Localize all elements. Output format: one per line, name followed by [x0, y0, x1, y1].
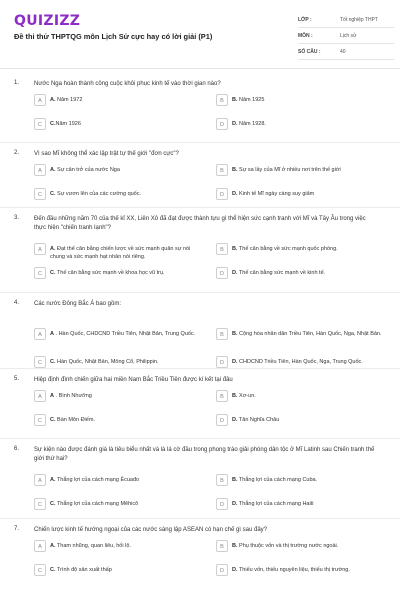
question-number: 2.: [14, 150, 20, 156]
option-content: Cộng hòa nhân dân Triều Tiên, Hàn Quốc, Nga, Nhật Bản.: [237, 331, 382, 337]
option-content: Thế cân bằng về sức mạnh quốc phòng.: [237, 246, 338, 252]
question-number: 3.: [14, 215, 20, 221]
meta-row-class: [298, 12, 394, 28]
option-label: C.: [50, 501, 56, 507]
option-letter-box[interactable]: D: [216, 564, 228, 576]
option-label: A: [50, 331, 54, 337]
question-divider: [0, 368, 400, 369]
option-letter-box[interactable]: B: [216, 164, 228, 176]
option-text: [232, 416, 382, 424]
option-text: [232, 358, 382, 366]
option-content: . Hàn Quốc, CHDCND Triều Tiên, Nhật Bản, Trung Quốc.: [53, 331, 196, 337]
option-letter-box[interactable]: B: [216, 390, 228, 402]
option-text: [50, 542, 200, 550]
option-label: B.: [232, 97, 238, 103]
option-text: [232, 96, 382, 104]
option-label: D.: [232, 270, 238, 276]
option-letter-box[interactable]: A: [34, 94, 46, 106]
option-letter-box[interactable]: A: [34, 328, 46, 340]
option-content: Thế cân bằng sức mạnh về kinh tế.: [237, 270, 326, 276]
option-content: Thắng lợi của cách mạng Mêhicô: [55, 501, 139, 507]
option-label: D.: [232, 191, 238, 197]
option-text: [50, 166, 200, 174]
option-text: [232, 245, 382, 253]
option-label: D.: [232, 501, 238, 507]
option-content: . Bình Nhưỡng: [53, 393, 92, 399]
option-label: B.: [232, 246, 238, 252]
option-letter-box[interactable]: A: [34, 164, 46, 176]
option-text: [232, 566, 382, 574]
question-text: Hiệp định đình chiến giữa hai miền Nam Bắc Triều Tiên được kí kết tại đâu: [34, 377, 233, 383]
worksheet-header: [0, 0, 400, 69]
option-content: Đạt thế cân bằng chiến lược về sức mạnh quân sự nói chung và sức mạnh hạt nhân nói riêng.: [50, 246, 191, 260]
option-text: [50, 330, 200, 338]
option-text: [232, 392, 382, 400]
option-text: [232, 269, 382, 277]
option-label: C.: [50, 417, 56, 423]
option-label: B.: [232, 331, 238, 337]
option-text: [50, 392, 200, 400]
subject-label: MÔN :: [298, 32, 313, 39]
option-text: [232, 500, 382, 508]
question-divider: [0, 207, 400, 208]
brand-logo[interactable]: QUIZIZZ: [14, 13, 81, 29]
question-text: Nước Nga hoàn thành công cuộc khôi phục kinh tế vào thời gian nào?: [34, 81, 221, 87]
question-number: 6.: [14, 446, 20, 452]
option-letter-box[interactable]: D: [216, 414, 228, 426]
option-letter-box[interactable]: B: [216, 474, 228, 486]
option-text: [232, 476, 382, 484]
option-content: Thắng lợi của cách mạng Haiti: [237, 501, 314, 507]
option-text: [50, 416, 200, 424]
option-letter-box[interactable]: C: [34, 267, 46, 279]
option-text: [50, 190, 200, 198]
option-label: D.: [232, 567, 238, 573]
question-text: Các nước Đông Bắc Á bao gồm:: [34, 301, 121, 307]
option-label: A.: [50, 246, 56, 252]
meta-table: [298, 12, 394, 60]
question-divider: [0, 438, 400, 439]
option-content: Năm 1926: [55, 121, 81, 127]
option-label: D.: [232, 121, 238, 127]
option-text: [50, 500, 200, 508]
class-value: Tốt nghiệp THPT: [340, 16, 378, 23]
option-content: Tham nhũng, quan liêu, hối lộ.: [55, 543, 131, 549]
option-letter-box[interactable]: A: [34, 474, 46, 486]
option-text: [50, 120, 200, 128]
question-text: Chiến lược kinh tế hướng ngoại của các nước sáng lập ASEAN có hạn chế gì sau đây?: [34, 527, 267, 533]
option-text: [50, 245, 200, 261]
option-label: A: [50, 393, 54, 399]
option-letter-box[interactable]: B: [216, 243, 228, 255]
option-content: Thế cân bằng sức mạnh về khoa học vũ trụ.: [55, 270, 165, 276]
option-content: Sự cản trở của nước Nga: [55, 167, 120, 173]
option-text: [50, 566, 200, 574]
option-letter-box[interactable]: C: [34, 356, 46, 368]
option-label: C.: [50, 359, 56, 365]
question-text: Sự kiện nào được đánh giá là tiêu biểu nhất và là lá cờ đầu trong phong trào giải phóng dân tộc ở Mĩ Latinh sau Chiến tranh thế giới thứ hai?: [34, 447, 375, 462]
option-content: Thắng lợi của cách mạng Êcuađo: [55, 477, 140, 483]
option-letter-box[interactable]: A: [34, 390, 46, 402]
option-letter-box[interactable]: C: [34, 118, 46, 130]
option-content: Năm 1925: [237, 97, 265, 103]
option-letter-box[interactable]: B: [216, 328, 228, 340]
option-content: Sự vươn lên của các cường quốc.: [55, 191, 142, 197]
option-content: Tân Nghĩa Châu: [237, 417, 280, 423]
option-content: CHDCND Triều Tiên, Hàn Quốc, Nga, Trung Quốc.: [237, 359, 363, 365]
option-text: [50, 358, 200, 366]
option-letter-box[interactable]: A: [34, 243, 46, 255]
option-letter-box[interactable]: D: [216, 267, 228, 279]
option-text: [232, 120, 382, 128]
option-letter-box[interactable]: D: [216, 188, 228, 200]
option-letter-box[interactable]: C: [34, 564, 46, 576]
option-text: [232, 166, 382, 174]
option-text: [232, 190, 382, 198]
option-label: A.: [50, 477, 56, 483]
option-label: C.: [50, 270, 56, 276]
meta-row-subject: [298, 28, 394, 44]
option-content: Thắng lợi của cách mạng Cuba.: [237, 477, 318, 483]
option-letter-box[interactable]: A: [34, 540, 46, 552]
question-divider: [0, 142, 400, 143]
option-label: A.: [50, 97, 56, 103]
option-text: [232, 542, 382, 550]
option-label: C.: [50, 567, 56, 573]
question-count-label: SỐ CÂU :: [298, 48, 321, 55]
option-letter-box[interactable]: B: [216, 540, 228, 552]
question-number: 5.: [14, 376, 20, 382]
option-label: B.: [232, 167, 238, 173]
meta-row-count: [298, 44, 394, 60]
option-letter-box[interactable]: D: [216, 356, 228, 368]
option-label: B.: [232, 543, 238, 549]
question-divider: [0, 292, 400, 293]
option-letter-box[interactable]: D: [216, 118, 228, 130]
option-content: Kinh tế Mĩ ngày càng suy giảm: [237, 191, 315, 197]
option-letter-box[interactable]: C: [34, 188, 46, 200]
option-letter-box[interactable]: C: [34, 498, 46, 510]
option-text: [50, 96, 200, 104]
option-label: A.: [50, 167, 56, 173]
option-letter-box[interactable]: C: [34, 414, 46, 426]
option-text: [50, 476, 200, 484]
option-text: [50, 269, 200, 277]
question-number: 1.: [14, 80, 20, 86]
option-label: D.: [232, 359, 238, 365]
option-content: Sự sa lầy của Mĩ ở nhiều nơi trên thế giới: [237, 167, 341, 173]
option-label: A.: [50, 543, 56, 549]
class-label: LỚP :: [298, 16, 312, 23]
option-content: Năm 1928.: [237, 121, 266, 127]
option-letter-box[interactable]: D: [216, 498, 228, 510]
question-text: Vì sao Mĩ không thể xác lập trật tự thế giới "đơn cực"?: [34, 151, 179, 157]
question-number: 7.: [14, 526, 20, 532]
option-content: Thiếu vốn, thiếu nguyên liệu, thiếu thị trường.: [237, 567, 350, 573]
option-label: B.: [232, 393, 238, 399]
option-content: Năm 1972: [55, 97, 83, 103]
question-divider: [0, 518, 400, 519]
subject-value: Lịch sử: [340, 32, 357, 39]
document-title: Đề thi thử THPTQG môn Lịch Sử cực hay có lời giải (P1): [14, 32, 213, 41]
option-label: C.: [50, 191, 56, 197]
option-content: Hàn Quốc, Nhật Bản, Mông Cổ, Philippin.: [55, 359, 159, 365]
option-content: Bàn Môn Điếm.: [55, 417, 95, 423]
question-number: 4.: [14, 300, 20, 306]
option-content: Trình độ sản xuất thấp: [55, 567, 112, 573]
option-label: B.: [232, 477, 238, 483]
option-text: [232, 330, 382, 338]
question-text: Đến đầu những năm 70 của thế kỉ XX, Liên Xô đã đạt được thành tựu gì thể hiện sức cạnh tranh với Mĩ và Tây Âu trong việc thực hiện "chiến tranh lạnh"?: [34, 216, 366, 231]
question-count-value: 40: [340, 48, 346, 55]
option-content: Xơ-un.: [237, 393, 256, 399]
option-letter-box[interactable]: B: [216, 94, 228, 106]
option-content: Phụ thuộc vốn và thị trường nước ngoài.: [237, 543, 339, 549]
option-label: D.: [232, 417, 238, 423]
option-label: C.: [50, 121, 56, 127]
